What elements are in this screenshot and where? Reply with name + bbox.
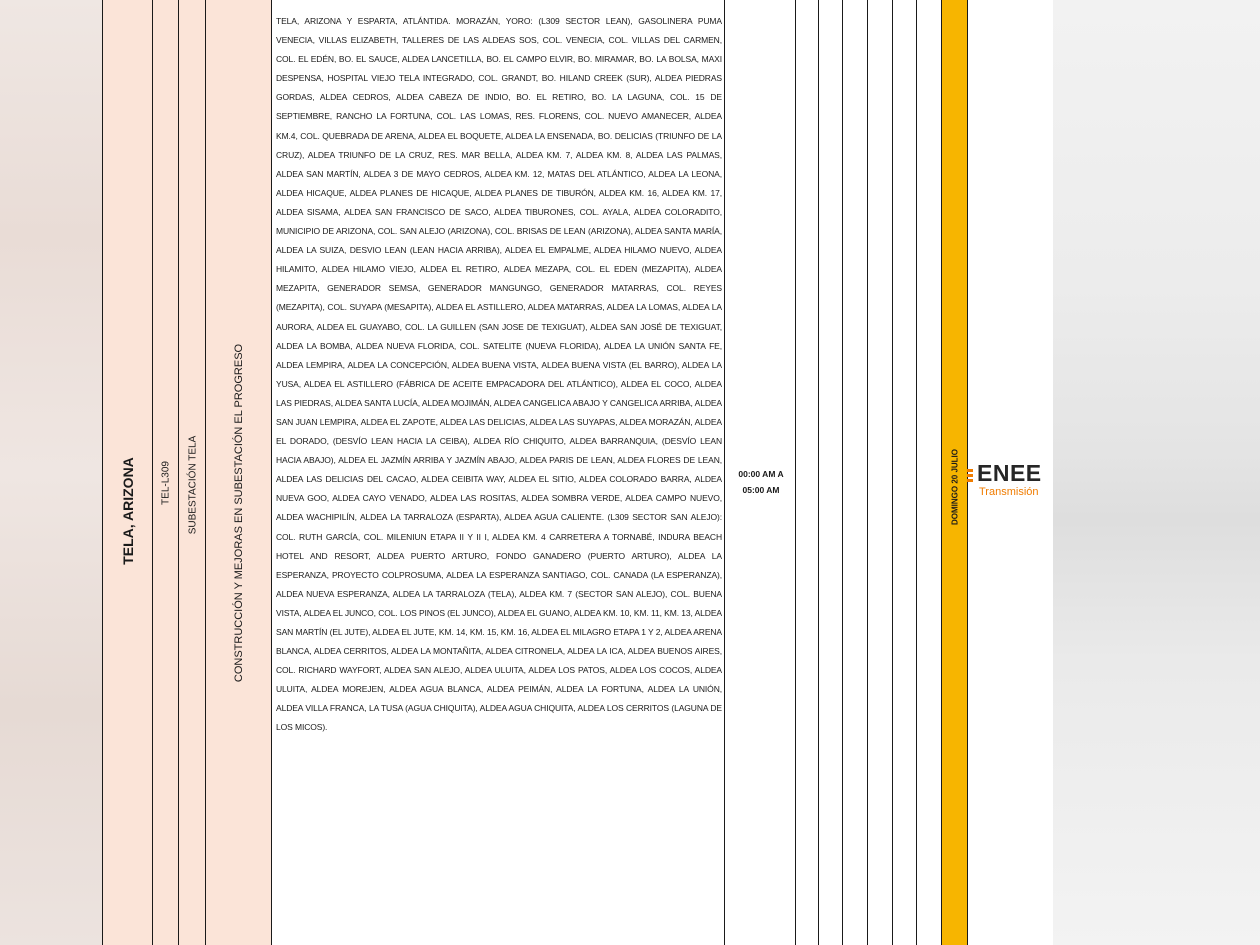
date-label: DOMINGO 20 JULIO [950,448,959,525]
affected-areas-text: TELA, ARIZONA Y ESPARTA, ATLÁNTIDA. MORAZÁN, YORO: (L309 SECTOR LEAN), GASOLINERA PUMA VENECIA, VILLAS ELIZABETH, TALLERES DE LAS ALDEAS SOS, COL. VENECIA, COL. VILLAS DEL CARMEN, COL. EL EDÉN, BO. EL SAUCE, ALDEA LANCETILLA, BO. EL CAMPO ELVIR, BO. MIRAMAR, BO. LA BOLSA, MAXI DESPENSA, HOSPITAL VIEJO TELA INTEGRADO, COL. GRANDT, BO. HILAND CREEK (SUR), ALDEA PIEDRAS GORDAS, ALDEA CEDROS, ALDEA CABEZA DE INDIO, BO. EL RETIRO, BO. LA LAGUNA, COL. 15 DE SEPTIEMBRE, RANCHO LA FORTUNA, COL. LAS LOMAS, RES. FLORENS, COL. NUEVO AMANECER, ALDEA KM.4, COL. QUEBRADA DE ARENA, ALDEA EL BOQUETE, ALDEA LA ENSENADA, BO. DELICIAS (TRIUNFO DE LA CRUZ), ALDEA TRIUNFO DE LA CRUZ, RES. MAR BELLA, ALDEA KM. 7, ALDEA KM. 8, ALDEA LAS PALMAS, ALDEA SAN MARTÍN, ALDEA 3 DE MAYO CEDROS, ALDEA KM. 12, MATAS DEL ATLÁNTICO, ALDEA LA LEONA, ALDEA HICAQUE, ALDEA PLANES DE HICAQUE, ALDEA PLANES DE TIBURÓN, ALDEA KM. 16, ALDEA KM. 17, ALDEA SISAMA, ALDEA SAN FRANCISCO DE SACO, ALDEA TIBURONES, COL. AYALA, ALDEA COLORADITO, MUNICIPIO DE ARIZONA, COL. SAN ALEJO (ARIZONA), COL. BRISAS DE LEAN (ARIZONA), ALDEA SANTA MARÍA, ALDEA LA SUIZA, DESVIO LEAN (LEAN HACIA ARRIBA), ALDEA EL EMPALME, ALDEA HILAMO NUEVO, ALDEA HILAMITO, ALDEA HILAMO VIEJO, ALDEA EL RETIRO, ALDEA MEZAPA, COL. EL EDEN (MEZAPITA), ALDEA MEZAPITA, GENERADOR SEMSA, GENERADOR MANGUNGO, GENERADOR MATARRAS, COL. REYES (MEZAPITA), COL. SUYAPA (MESAPITA), ALDEA EL ASTILLERO, ALDEA MATARRAS, ALDEA LA LOMAS, ALDEA LA AURORA, ALDEA EL GUAYABO, COL. LA GUILLEN (SAN JOSE DE TEXIGUAT), ALDEA SAN JOSÉ DE TEXIGUAT, ALDEA LA BOMBA, ALDEA NUEVA FLORIDA, COL. SATELITE (NUEVA FLORIDA), ALDEA LA UNIÓN SANTA FE, ALDEA LEMPIRA, ALDEA LA CONCEPCIÓN, ALDEA BUENA VISTA, ALDEA BUENA VISTA (EL BARRO), ALDEA LA YUSA, ALDEA EL ASTILLERO (FÁBRICA DE ACEITE EMPACADORA DEL ATLÁNTICO), ALDEA EL COCO, ALDEA LAS PIEDRAS, ALDEA SANTA LUCÍA, ALDEA MOJIMÁN, ALDEA CANGELICA ABAJO Y CANGELICA ARRIBA, ALDEA SAN JUAN LEMPIRA, ALDEA EL ZAPOTE, ALDEA LAS DELICIAS, ALDEA LAS SUYAPAS, ALDEA MORAZÁN, ALDEA EL DORADO, (DESVÍO LEAN HACIA LA CEIBA), ALDEA RÍO CHIQUITO, ALDEA BARRANQUIA, (DESVÍO LEAN HACIA ABAJO), ALDEA EL JAZMÍN ARRIBA Y JAZMÍN ABAJO, ALDEA PARIS DE LEAN, ALDEA FLORES DE LEAN, ALDEA LAS DELICIAS DEL CACAO, ALDEA CEIBITA WAY, ALDEA EL SITIO, ALDEA COLORADO BARRA, ALDEA NUEVA GOO, ALDEA CAYO VENADO, ALDEA LAS ROSITAS, ALDEA SOMBRA VERDE, ALDEA CAMPO NUEVO, ALDEA WACHIPILÍN, ALDEA LA TARRALOZA (ESPARTA), ALDEA AGUA CALIENTE. (L309 SECTOR SAN ALEJO): COL. RUTH GARCÍA, COL. MILENIUN ETAPA II Y II I, ALDEA KM. 4 CARRETERA A TORNABÉ, INDURA BEACH HOTEL AND RESORT, ALDEA PUERTO ARTURO, FONDO GANADERO (PUERTO ARTURO), ALDEA LA ESPERANZA, PROYECTO COLPROSUMA, ALDEA LA ESPERANZA SANTIAGO, COL. CANADA (LA ESPERANZA), ALDEA NUEVA ESPERANZA, ALDEA LA TARRALOZA (TELA), ALDEA KM. 7 (SECTOR SAN ALEJO), COL. BUENA VISTA, ALDEA EL JUNCO, COL. LOS PINOS (EL JUNCO), ALDEA EL GUANO, ALDEA KM. 10, KM. 11, KM. 13, ALDEA SAN MARTÍN (EL JUTE), ALDEA EL JUTE, KM. 14, KM. 15, KM. 16, ALDEA EL MILAGRO ETAPA 1 Y 2, ALDEA ARENA BLANCA, ALDEA CERRITOS, ALDEA LA MONTAÑITA, ALDEA CITRONELA, ALDEA LA ICA, ALDEA BUENOS AIRES, COL. RICHARD WAYFORT, ALDEA SAN ALEJO, ALDEA ULUITA, ALDEA LOS PATOS, ALDEA LOS COCOS, ALDEA ULUITA, ALDEA MOREJEN, ALDEA AGUA BLANCA, ALDEA PEIMÁN, ALDEA LA FORTUNA, ALDEA LA UNIÓN, ALDEA VILLA FRANCA, LA TUSA (AGUA CHIQUITA), ALDEA AGUA CHIQUITA, ALDEA LOS CERRITOS (LAGUNA DE LOS MICOS). [276,16,722,733]
work-cell [205,0,272,945]
place-cell [102,0,153,945]
substation-label: SUBESTACIÓN TELA [187,435,198,534]
empty-cell-4 [867,0,893,945]
empty-cell-3 [842,0,868,945]
time-cell [724,0,797,945]
work-description: CONSTRUCCIÓN Y MEJORAS EN SUBESTACIÓN EL PROGRESO [233,343,245,682]
circuit-label: TEL-L309 [160,460,172,505]
empty-cell-2 [818,0,843,945]
affected-areas-cell [271,0,726,945]
time-range [725,466,797,498]
logo-subtitle: Transmisión [979,486,1039,498]
circuit-cell [152,0,179,945]
blurred-background-left [0,0,102,945]
time-start: 00:00 AM A [738,469,784,479]
time-end: 05:00 AM [742,485,780,495]
substation-cell [178,0,206,945]
empty-cell-1 [795,0,819,945]
empty-cell-6 [916,0,942,945]
date-cell [941,0,968,945]
place-label: TELA, ARIZONA [120,456,136,565]
logo-word: ENEE [977,460,1042,486]
empty-cell-5 [892,0,917,945]
blurred-background-right [1053,0,1260,945]
